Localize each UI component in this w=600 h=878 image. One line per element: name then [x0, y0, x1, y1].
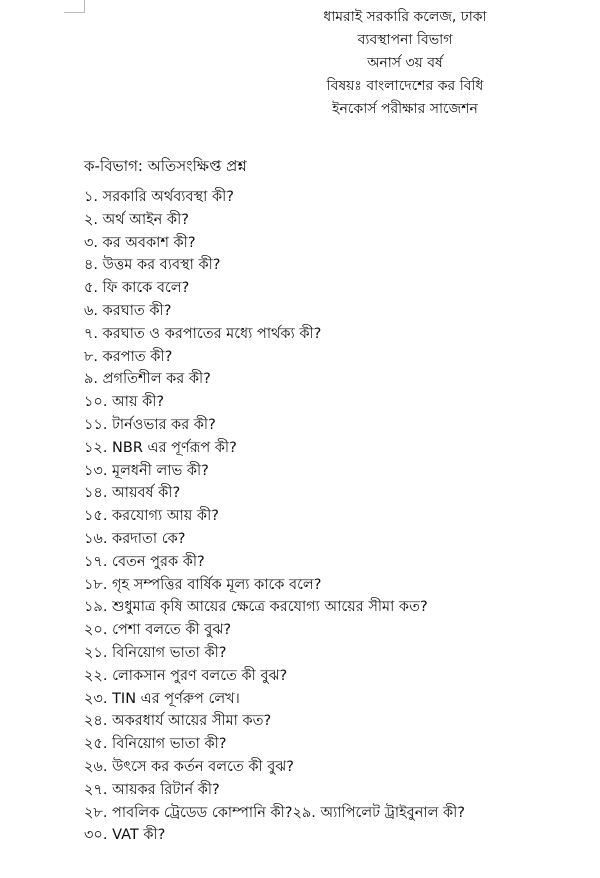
question-item: ২৫. বিনিয়োগ ভাতা কী? — [84, 736, 227, 753]
question-item: ১৪. আয়বর্ষ কী? — [84, 485, 181, 502]
question-item: ২. অর্থ আইন কী? — [84, 211, 189, 228]
question-item: ৪. উত্তম কর ব্যবস্থা কী? — [84, 257, 221, 274]
question-item: ২০. পেশা বলতে কী বুঝ? — [84, 622, 232, 639]
subject-title: বিষয়ঃ বাংলাদেশের কর বিধি — [326, 78, 484, 94]
document-header — [290, 6, 520, 121]
question-item: ৯. প্রগতিশীল কর কী? — [84, 371, 211, 388]
question-item: ২১. বিনিয়োগ ভাতা কী? — [84, 644, 227, 661]
question-item: ৮. করপাত কী? — [84, 348, 173, 365]
question-item: ২৭. আয়কর রিটার্ন কী? — [84, 781, 220, 798]
question-item: ১৭. বেতন পুরক কী? — [84, 553, 205, 570]
question-item: ২৮. পাবলিক ট্রেডেড কোম্পানি কী?২৯. অ্যাপিলেট ট্রাইবুনাল কী? — [84, 804, 466, 821]
college-name: ধামরাই সরকারি কলেজ, ঢাকা — [323, 9, 487, 25]
question-item: ১৬. করদাতা কে? — [84, 530, 186, 547]
question-item: ৩. কর অবকাশ কী? — [84, 234, 196, 251]
question-item: ৫. ফি কাকে বলে? — [84, 280, 190, 297]
question-item: ১১. টার্নওভার কর কী? — [84, 416, 216, 433]
question-item: ১. সরকারি অর্থব্যবস্থা কী? — [84, 189, 234, 205]
question-list — [84, 186, 465, 847]
question-item: ১৯. শুধুমাত্র কৃষি আয়ের ক্ষেত্রে করযোগ্য আয়ের সীমা কত? — [84, 599, 428, 616]
question-item: ১৩. মূলধনী লাভ কী? — [84, 462, 209, 479]
question-item: ২৪. অকরধার্য আয়ের সীমা কত? — [84, 713, 272, 730]
exam-title: ইনকোর্স পরীক্ষার সাজেশন — [332, 101, 478, 117]
section-title: ক-বিভাগ: অতিসংক্ষিপ্ত প্রশ্ন — [84, 157, 247, 175]
question-item: ৩০. VAT কী? — [84, 827, 166, 844]
page-corner-mark — [64, 0, 85, 13]
question-item: ৭. করঘাত ও করপাতের মধ্যে পার্থক্য কী? — [84, 325, 322, 342]
question-item: ৬. করঘাত কী? — [84, 302, 172, 319]
question-item: ১০. আয় কী? — [84, 394, 165, 411]
question-item: ১২. NBR এর পূর্ণরূপ কী? — [84, 439, 237, 456]
question-item: ২৬. উৎসে কর কর্তন বলতে কী বুঝ? — [84, 758, 294, 775]
question-item: ২৩. TIN এর পূর্ণরুপ লেখ। — [84, 690, 240, 707]
question-item: ২২. লোকসান পুরণ বলতে কী বুঝ? — [84, 667, 288, 684]
question-item: ১৮. গৃহ সম্পত্তির বার্ষিক মূল্য কাকে বলে? — [84, 576, 322, 593]
class-year: অনার্স ৩য় বর্ষ — [367, 55, 443, 71]
question-item: ১৫. করযোগ্য আয় কী? — [84, 508, 219, 525]
department-name: ব্যবস্থাপনা বিভাগ — [357, 32, 453, 48]
